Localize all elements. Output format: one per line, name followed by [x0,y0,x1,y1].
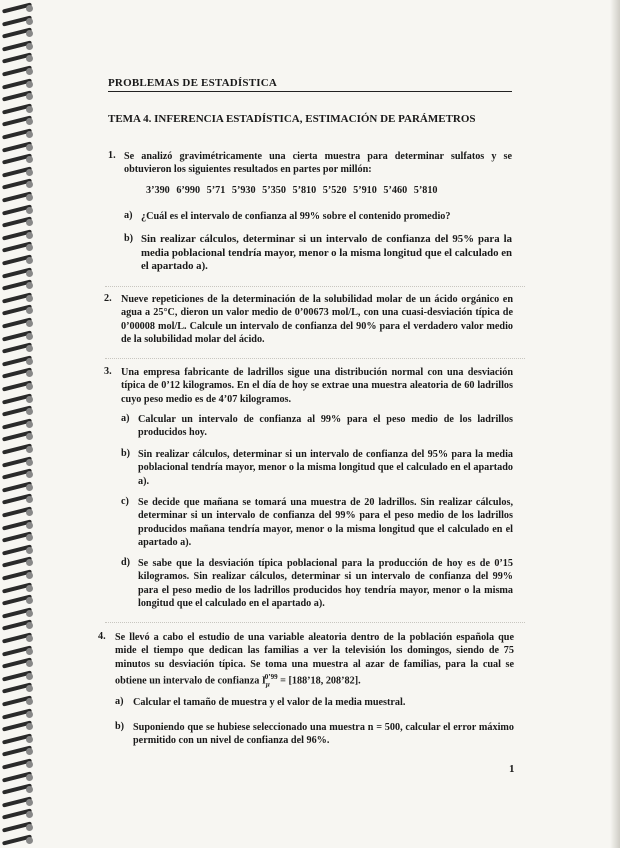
spiral-coil [0,420,36,429]
problem-3c-label: c) [121,496,129,507]
problem-1a-text: ¿Cuál es el intervalo de confianza al 99% sobre el contenido promedio? [141,211,451,222]
interval-subscript: μ [265,680,270,689]
spiral-coil [0,395,36,404]
spiral-coil [0,269,36,278]
spiral-coil [0,596,36,605]
spiral-coil [0,747,36,756]
problem-4-statement [115,631,514,692]
spiral-coil [0,319,36,328]
spiral-coil [0,294,36,303]
spiral-coil [0,584,36,593]
spiral-coil [0,243,36,252]
page-edge-shadow [610,0,620,848]
problem-3b-text: Sin realizar cálculos, determinar si un intervalo de confianza del 95% para la media poblacional tendría mayor, menor o la misma longitud que el calculado en el apartado a). [138,449,513,487]
section-divider [105,286,525,287]
spiral-coil [0,29,36,38]
section-divider [105,622,525,623]
spiral-binding [0,0,40,848]
spiral-coil [0,785,36,794]
problem-3b-label: b) [121,448,131,459]
problem-4b-text: Suponiendo que se hubiese seleccionado una muestra n = 500, calcular el error máximo permitido con un nivel de confianza del 96%. [133,722,514,747]
spiral-coil [0,571,36,580]
spiral-coil [0,231,36,240]
spiral-coil [0,533,36,542]
spiral-coil [0,445,36,454]
spiral-coil [0,344,36,353]
spiral-coil [0,42,36,51]
spiral-coil [0,357,36,366]
spiral-coil [0,432,36,441]
spiral-coil [0,168,36,177]
spiral-coil [0,80,36,89]
problem-4a-text: Calcular el tamaño de muestra y el valor de la media muestral. [133,697,406,708]
spiral-coil [0,521,36,530]
problem-1b-text: Sin realizar cálculos, determinar si un intervalo de confianza del 95% para la media poblacional tendría mayor, menor o la misma longitud que el calculado en el apartado a). [141,233,513,273]
spiral-coil [0,458,36,467]
spiral-coil [0,621,36,630]
spiral-coil [0,672,36,681]
spiral-coil [0,4,36,13]
problem-1-number: 1. [108,150,116,161]
spiral-coil [0,823,36,832]
spiral-coil [0,546,36,555]
interval-value: = [188’18, 208’82]. [277,675,361,687]
spiral-coil [0,143,36,152]
spiral-coil [0,558,36,567]
problem-4b-label: b) [115,721,125,732]
spiral-coil [0,722,36,731]
spiral-coil [0,495,36,504]
spiral-coil [0,659,36,668]
spiral-coil [0,634,36,643]
spiral-coil [0,180,36,189]
spiral-coil [0,17,36,26]
problem-1-statement: Se analizó gravimétricamente una cierta muestra para determinar sulfatos y se obtuvieron los siguientes resultados en partes por millón: [124,151,512,176]
spiral-coil [0,710,36,719]
spiral-coil [0,382,36,391]
spiral-coil [0,836,36,845]
spiral-coil [0,332,36,341]
spiral-coil [0,306,36,315]
document-header: PROBLEMAS DE ESTADÍSTICA [108,77,512,92]
spiral-coil [0,470,36,479]
spiral-coil [0,130,36,139]
problem-3a-text: Calcular un intervalo de confianza al 99% para el peso medio de los ladrillos producidos hoy. [138,414,513,439]
spiral-coil [0,281,36,290]
problem-4-statement-text: Se llevó a cabo el estudio de una variable aleatoria dentro de la población española que mide el tiempo que dedican las familias a ver la televisión los domingos, siendo de 75 minutos su desviación típica. Se toma una muestra al azar de familias, para la cual se obtiene un intervalo de confianza I [115,632,514,687]
problem-4a-label: a) [115,696,124,707]
spiral-coil [0,256,36,265]
problem-2-number: 2. [104,293,112,304]
spiral-coil [0,810,36,819]
spiral-coil [0,193,36,202]
spiral-coil [0,67,36,76]
spiral-coil [0,798,36,807]
spiral-coil [0,508,36,517]
spiral-coil [0,206,36,215]
spiral-coil [0,697,36,706]
page-number: 1 [509,763,515,775]
problem-3c-text: Se decide que mañana se tomará una muestra de 20 ladrillos. Sin realizar cálculos, determinar si un intervalo de confianza del 99% para el peso medio de los ladrillos producidos mañana tendría mayor, menor o la misma longitud que el calculado en el apartado a). [138,497,513,549]
problem-2-statement: Nueve repeticiones de la determinación de la solubilidad molar de un ácido orgánico en agua a 25°C, dieron un valor medio de 0’00673 mol/L, con una cuasi-desviación típica de 0’00008 mol/L. Calcule un intervalo de confianza del 90% para el verdadero valor medio de la solubilidad molar del ácido. [121,294,513,346]
spiral-coil [0,483,36,492]
problem-3d-label: d) [121,557,131,568]
spiral-coil [0,155,36,164]
spiral-coil [0,735,36,744]
spiral-coil [0,647,36,656]
spiral-coil [0,54,36,63]
problem-1a-label: a) [124,210,133,221]
topic-title: TEMA 4. INFERENCIA ESTADÍSTICA, ESTIMACIÓN DE PARÁMETROS [108,113,476,125]
problem-1-values: 3’390 6’990 5’71 5’930 5’350 5’810 5’520 5’910 5’460 5’810 [146,185,438,196]
spiral-coil [0,92,36,101]
interval-superscript: 0’99 [264,673,278,682]
problem-1b-label: b) [124,233,134,244]
spiral-coil [0,684,36,693]
problem-3a-label: a) [121,413,130,424]
problem-3d-text: Se sabe que la desviación típica poblacional para la producción de hoy es de 0’15 kilogramos. Sin realizar cálculos, determinar si un intervalo de confianza del 99% para el peso medio de los ladrillos producidos hoy tendría mayor, menor o la misma longitud que el calculado en el apartado a). [138,558,513,610]
spiral-coil [0,773,36,782]
section-divider [105,358,525,359]
spiral-coil [0,117,36,126]
spiral-coil [0,105,36,114]
problem-4-number: 4. [98,631,106,642]
spiral-coil [0,218,36,227]
spiral-coil [0,369,36,378]
spiral-coil [0,609,36,618]
spiral-coil [0,760,36,769]
problem-3-number: 3. [104,366,112,377]
problem-3-statement: Una empresa fabricante de ladrillos sigue una distribución normal con una desviación típica de 0’12 kilogramos. En el día de hoy se extrae una muestra aleatoria de 60 ladrillos cuyo peso medio es de 4’07 kilogramos. [121,367,513,405]
spiral-coil [0,407,36,416]
